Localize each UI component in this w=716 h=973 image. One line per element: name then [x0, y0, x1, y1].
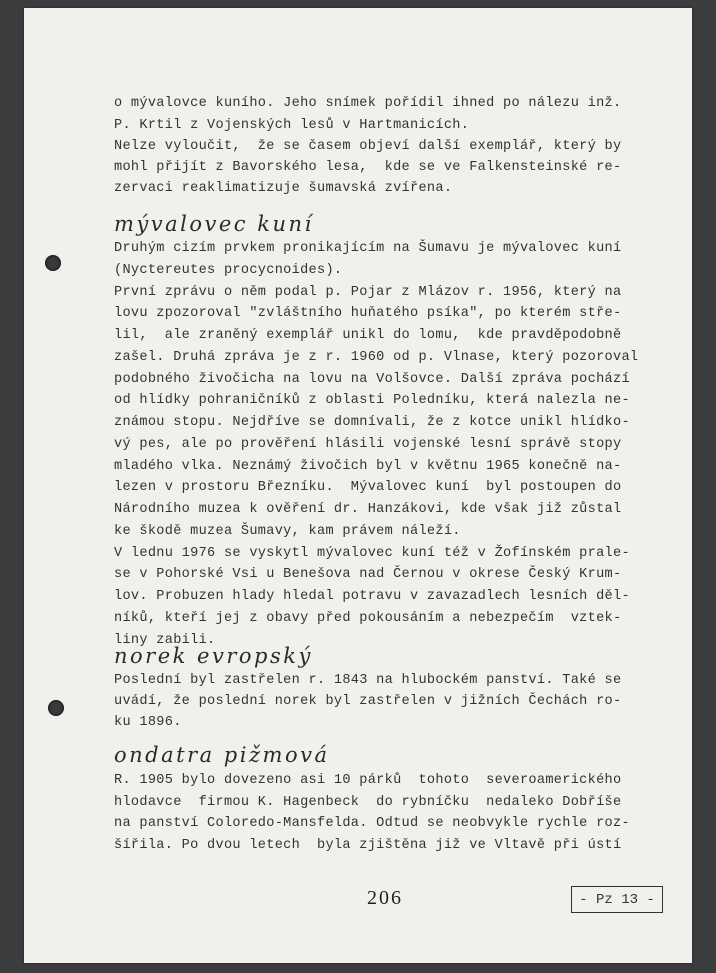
text-line: mohl přijít z Bavorského lesa, kde se ve Falkensteinské re- — [114, 160, 622, 175]
section-heading: mývalovec kuní — [114, 212, 314, 236]
text-line: V lednu 1976 se vyskytl mývalovec kuní též v Žofínském prale- — [114, 546, 630, 561]
text-line: liny zabili. — [114, 633, 216, 648]
text-line: se v Pohorské Vsi u Benešova nad Černou v okrese Český Krum- — [114, 567, 622, 582]
text-line: Nelze vyloučit, že se časem objeví další exemplář, který by — [114, 139, 622, 154]
text-line: hlodavce firmou K. Hagenbeck do rybníčku nedaleko Dobříše — [114, 795, 622, 810]
text-line: zašel. Druhá zpráva je z r. 1960 od p. Vlnase, který pozoroval — [114, 350, 639, 365]
text-line: na panství Coloredo-Mansfelda. Odtud se neobvykle rychle roz- — [114, 816, 630, 831]
text-line: Druhým cizím prvkem pronikajícím na Šumavu je mývalovec kuní — [114, 241, 622, 256]
text-line: mladého vlka. Neznámý živočich byl v květnu 1965 konečně na- — [114, 459, 622, 474]
text-line: zervaci reaklimatizuje šumavská zvířena. — [114, 181, 453, 196]
text-line: uvádí, že poslední norek byl zastřelen v jižních Čechách ro- — [114, 694, 622, 709]
text-line: vý pes, ale po prověření hlásili vojenské lesní správě stopy — [114, 437, 622, 452]
text-line: Národního muzea k ověření dr. Hanzákovi, kde však již zůstal — [114, 502, 622, 517]
text-line: P. Krtil z Vojenských lesů v Hartmanicích. — [114, 118, 470, 133]
text-line: ke škodě muzea Šumavy, kam právem náleží. — [114, 524, 461, 539]
page-reference-box: - Pz 13 - — [571, 886, 663, 913]
text-line: ku 1896. — [114, 715, 182, 730]
text-line: lov. Probuzen hlady hledal potravu v zavazadlech lesních děl- — [114, 589, 630, 604]
text-line: Poslední byl zastřelen r. 1843 na hlubockém panství. Také se — [114, 673, 622, 688]
text-line: lovu zpozoroval "zvláštního huňatého psíka", po kterém stře- — [114, 306, 622, 321]
text-line: známou stopu. Nejdříve se domnívali, že z kotce unikl hlídko- — [114, 415, 630, 430]
section-heading: ondatra pižmová — [114, 743, 330, 767]
punch-hole — [45, 255, 61, 271]
page-number: 206 — [367, 887, 403, 909]
text-line: lil, ale zraněný exemplář unikl do lomu, kde pravděpodobně — [114, 328, 622, 343]
text-line: lezen v prostoru Březníku. Mývalovec kuní byl postoupen do — [114, 480, 622, 495]
text-line: šířila. Po dvou letech byla zjištěna již ve Vltavě při ústí — [114, 838, 622, 853]
section-heading: norek evropský — [114, 644, 313, 668]
punch-hole — [48, 700, 64, 716]
text-line: První zprávu o něm podal p. Pojar z Mlázov r. 1956, který na — [114, 285, 622, 300]
text-line: R. 1905 bylo dovezeno asi 10 párků tohoto severoamerického — [114, 773, 622, 788]
text-line: od hlídky pohraničníků z oblasti Poledníku, která nalezla ne- — [114, 393, 630, 408]
text-line: níků, kteří jej z obavy před pokousáním a nebezpečím vztek- — [114, 611, 622, 626]
text-line: podobného živočicha na lovu na Volšovce. Další zpráva pochází — [114, 372, 630, 387]
text-line: o mývalovce kuního. Jeho snímek pořídil ihned po nálezu inž. — [114, 96, 622, 111]
text-line: (Nyctereutes procycnoides). — [114, 263, 343, 278]
